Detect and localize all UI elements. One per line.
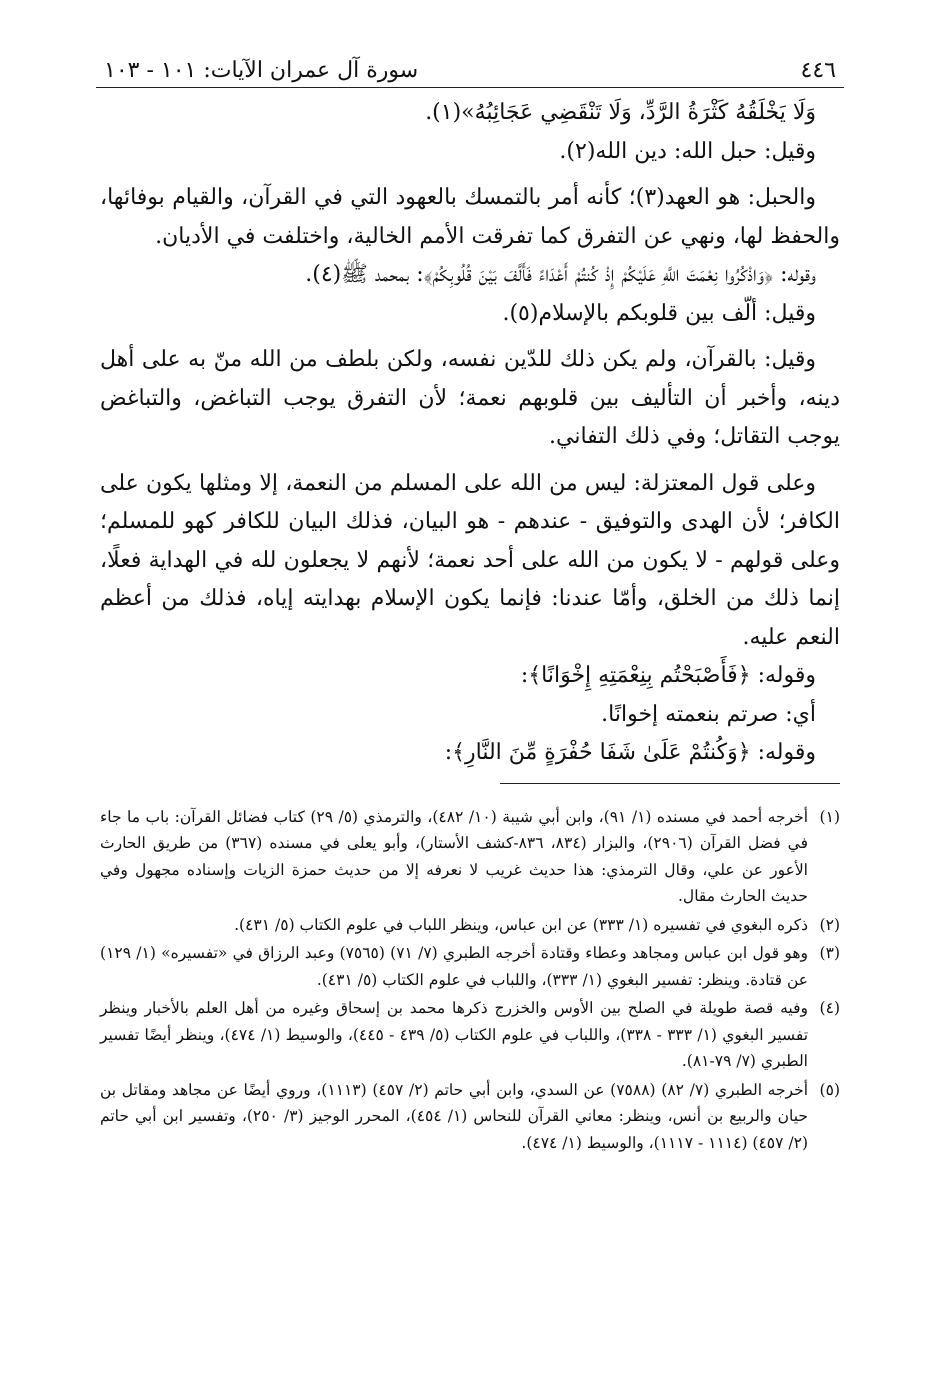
footnote-text: وفيه قصة طويلة في الصلح بين الأوس والخزرج ذكرها محمد بن إسحاق وغيره من أهل العلم بالأخبار وينظر تفسير البغوي (١/ ٣٣٣ - ٣٣٨)، واللباب في علوم الكتاب (٥/ ٤٣٩ - ٤٤٥)، والوسيط (١/ ٤٧٤)، وينظر أيضًا تفسير الطبري (٧/ ٧٩-٨١). — [100, 999, 809, 1070]
footnote-text: ذكره البغوي في تفسيره (١/ ٣٣٣) عن ابن عباس، وينظر اللباب في علوم الكتاب (٥/ ٤٣١). — [234, 915, 808, 934]
paragraph: أي: صرتم بنعمته إخوانًا. — [601, 701, 816, 727]
footnote-number: (٣) — [819, 944, 840, 962]
paragraph: والحبل: هو العهد(٣)؛ كأنه أمر بالتمسك بالعهود التي في القرآن، والقيام بوفائها، والحفظ لها، ونهي عن التفرق كما تفرقت الأمم الخالية، واختلفت في الأديان. — [100, 185, 840, 249]
paragraph: وقيل: ألّف بين قلوبكم بالإسلام(٥). — [502, 300, 816, 326]
paragraph: وقيل: بالقرآن، ولم يكن ذلك للدّين نفسه، ولكن بلطف من الله منّ به على أهل دينه، وأخبر أن التأليف بين قلوبهم نعمة؛ لأن التفرق يوجب التباغض، والتباغض يوجب التقاتل؛ وفي ذلك التفاني. — [100, 347, 840, 449]
footnote — [100, 1077, 840, 1157]
paragraph: وقوله: ﴿فَأَصْبَحْتُم بِنِعْمَتِهِ إِخْوَانًا﴾: — [520, 663, 816, 688]
paragraph: وقيل: حبل الله: دين الله(٢). — [559, 138, 816, 164]
page-number: ٤٤٦ — [800, 58, 836, 83]
paragraph: وَلَا يَخْلَقُهُ كَثْرَةُ الرَّدِّ، وَلَا تَنْقَضِي عَجَائِبُهُ»(١). — [425, 100, 816, 125]
main-text — [100, 94, 840, 773]
footnote — [100, 912, 840, 939]
footnote-number: (٥) — [819, 1080, 840, 1099]
footnote-text: أخرجه أحمد في مسنده (١/ ٩١)، وابن أبي شيبة (١٠/ ٤٨٢)، والترمذي (٥/ ٢٩) كتاب فضائل القرآن: باب ما جاء في فضل القرآن (٢٩٠٦)، والبزار (٨٣٤، ٨٣٦-كشف الأستار)، وأبو يعلى في مسنده (٣٦٧) من طريق الحارث الأعور عن علي، وقال الترمذي: هذا حديث غريب لا نعرفه إلا من حديث حمزة الزيات وإسناده مجهول وفي حديث الحارث مقال. — [100, 807, 808, 905]
footnote-text: وهو قول ابن عباس ومجاهد وعطاء وقتادة أخرجه الطبري (٧/ ٧١) (٧٥٦٥) وعبد الرزاق في «تفسيره» (١/ ١٢٩) عن قتادة. وينظر: تفسير البغوي (١/ ٣٣٣)، واللباب في علوم الكتاب (٥/ ٤٣١). — [100, 944, 809, 989]
footnote-text: أخرجه الطبري (٧/ ٨٢) (٧٥٨٨) عن السدي، وابن أبي حاتم (٢/ ٤٥٧) (١١١٣)، وروي أيضًا عن مجاهد ومقاتل بن حيان والربيع بن أنس، وينظر: معاني القرآن للنحاس (١/ ٤٥٤)، المحرر الوجيز (٣/ ٢٥٠)، وتفسير ابن أبي حاتم (٢/ ٤٥٧) (١١١٤ - ١١١٧)، والوسيط (١/ ٤٧٤). — [100, 1080, 809, 1152]
section-title: سورة آل عمران الآيات: ١٠١ - ١٠٣ — [104, 58, 419, 83]
footnote-divider — [500, 783, 840, 784]
book-page — [100, 58, 840, 1158]
footnote — [100, 804, 840, 910]
footnote — [100, 940, 840, 993]
footnotes — [100, 804, 840, 1157]
footnote-number: (١) — [819, 807, 840, 826]
page-header — [100, 58, 840, 87]
paragraph: وعلى قول المعتزلة: ليس من الله على المسلم من النعمة، إلا ومثلها يكون على الكافر؛ لأن الهدى والتوفيق - عندهم - هو البيان، فذلك البيان للكافر كهو للمسلم؛ وعلى قولهم - لا يكون من الله على أحد نعمة؛ لأنهم لا يجعلون لله في الهداية فعلًا، إنما ذلك من الخلق، وأمّا عندنا: فإنما يكون الإسلام بهدايته إياه، فذلك من أعظم النعم عليه. — [100, 470, 840, 650]
footnote-number: (٢) — [819, 915, 840, 934]
header-divider — [96, 87, 844, 88]
footnote-number: (٤) — [819, 999, 840, 1017]
footnote — [100, 995, 840, 1075]
paragraph: وقوله: ﴿وَكُنتُمْ عَلَىٰ شَفَا حُفْرَةٍ مِّنَ النَّارِ﴾: — [444, 740, 816, 765]
paragraph: وقوله: ﴿وَاذْكُرُوا نِعْمَتَ اللَّهِ عَلَيْكُمْ إِذْ كُنتُمْ أَعْدَاءً فَأَلَّفَ بَيْنَ قُلُوبِكُمْ﴾: بمحمد ﷺ(٤). — [305, 262, 816, 287]
